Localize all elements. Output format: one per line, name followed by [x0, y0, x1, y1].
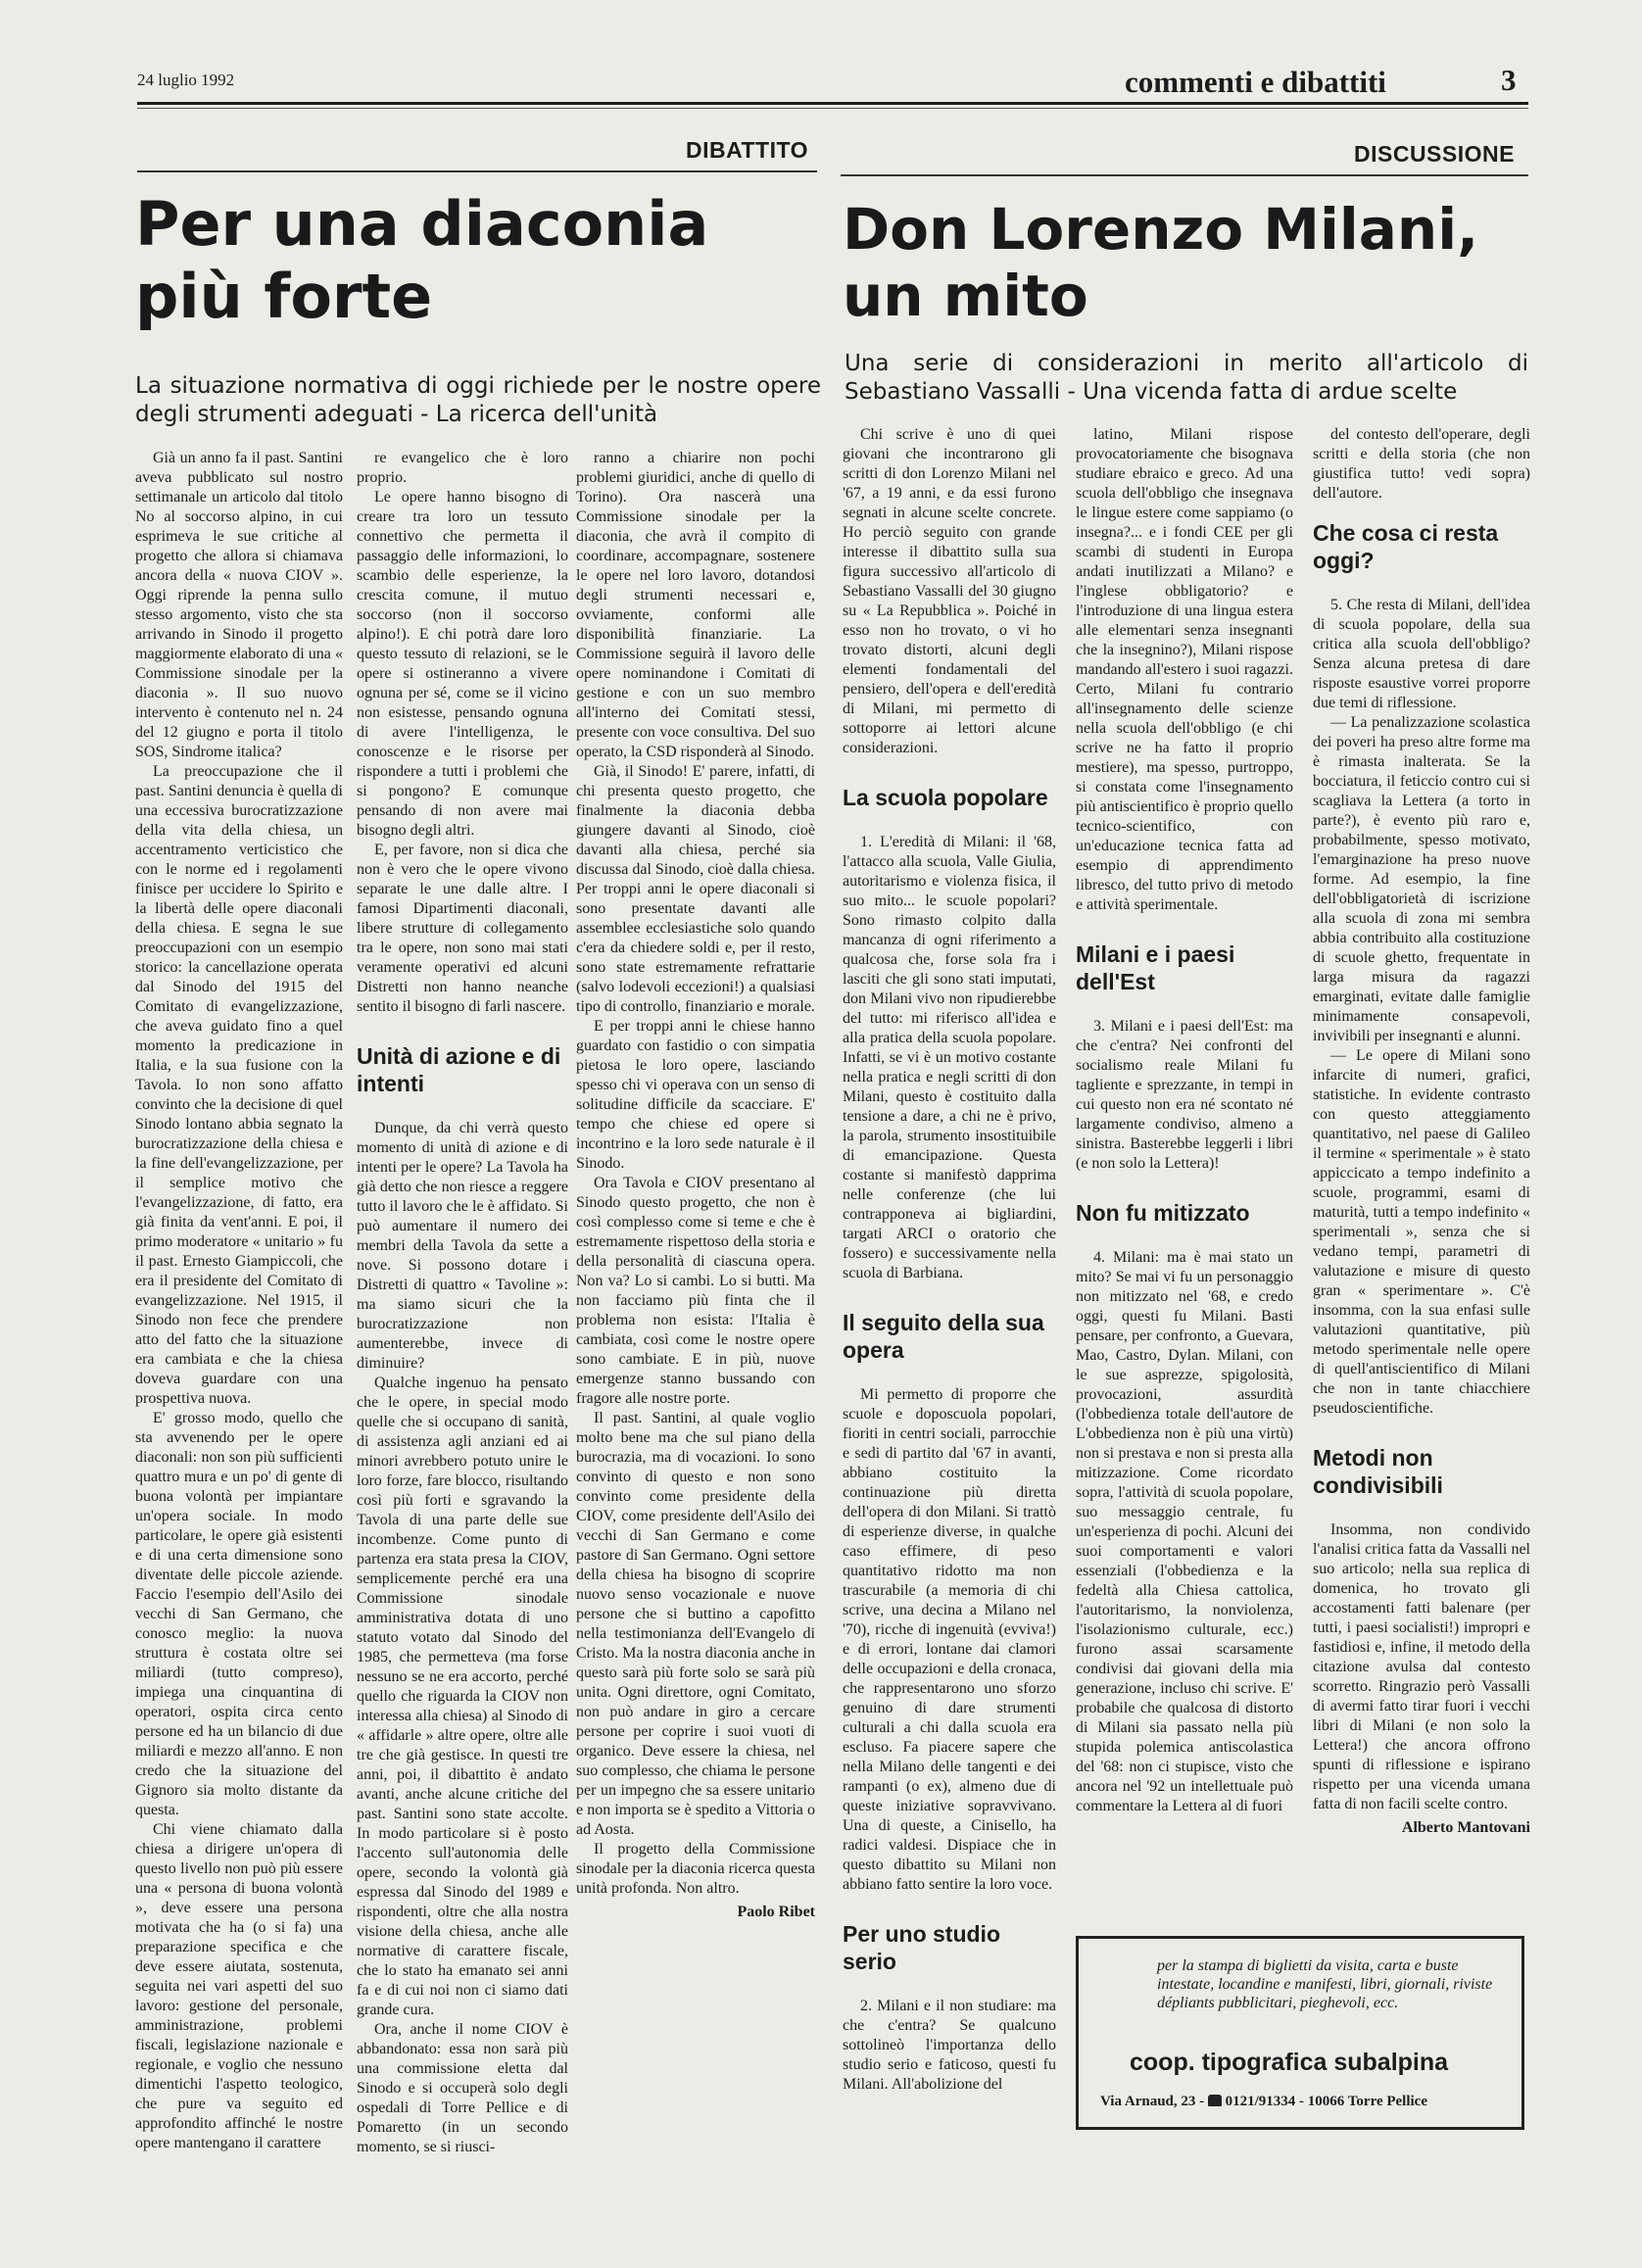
right-subtitle: Una serie di considerazioni in merito all'articolo di Sebastiano Vassalli - Una vicenda fatta di ardue scelte — [845, 351, 1528, 405]
paragraph: Chi scrive è uno di quei giovani che incontrarono gli scritti di don Lorenzo Milani nel '67, a 19 anni, e da essi furono segnati in alcune scelte concrete. Ho perciò seguito con grande interesse il dibattito sulla sua figura successivo all'articolo di Sebastiano Vassalli del 30 giugno su « La Repubblica ». Poiché in esso non ho trovato, o vi ho trovato distorti, alcuni degli elementi fondamentali del pensiero, dell'opera e dell'eredità di Milani, mi permetto di sottoporre ai lettori alcune considerazioni. — [843, 426, 1056, 756]
left-column-2-part-b — [357, 1119, 568, 2157]
subheading-metodi: Metodi non condivisibili — [1313, 1445, 1443, 1498]
paragraph: Il past. Santini, al quale voglio molto bene ma che sul piano della burocrazia, ma di vocazioni. Io sono convinto di questo e non sono convinto come presidente della CIOV, come presidente dell'Asilo dei vecchi di San Germano e come pastore di San Germano. Ogni settore della chiesa ha bisogno di scoprire nuovo senso vocazionale e nuove persone che si buttino a capofitto nella testimonianza dell'Evangelo di Cristo. Ma la nostra diaconia anche in questo sarà più forte solo se sarà più unita. Ogni direttore, ogni Comitato, non può andare in giro a cercare persone per coprire i suoi vuoti di organico. Deve essere la chiesa, nel suo complesso, che chiama le persone per un impegno che sa essere unitario e non importa se è spedito a Vittoria o ad Aosta. — [576, 1410, 815, 1838]
paragraph: Il progetto della Commissione sinodale per la diaconia ricerca questa unità profonda. Non altro. — [576, 1841, 815, 1897]
ad-address-line — [1100, 2094, 1427, 2110]
paragraph: Dunque, da chi verrà questo momento di unità di azione e di intenti per le opere? La Tavola ha già detto che non riesce a reggere tutto il lavoro che le è affidato. Si può aumentare il numero dei membri della Tavola da sette a nove. Si possono dotare i Distretti di quattro « Tavoline »: ma siamo sicuri che la burocratizzazione non aumenterebbe, invece di diminuire? — [357, 1120, 568, 1372]
paragraph: 2. Milani e il non studiare: ma che c'entra? Se qualcuno sottolineò l'importanza dello studio serio e faticoso, questi fu Milani. All'abolizione del — [843, 1998, 1056, 2093]
issue-date: 24 luglio 1992 — [137, 71, 235, 89]
left-kicker-rule — [137, 170, 817, 172]
left-column-1 — [135, 449, 343, 2151]
print-shop-advertisement — [1076, 1936, 1524, 2130]
right-column-2-est — [1076, 1017, 1293, 1174]
paragraph: E per troppi anni le chiese hanno guardato con fastidio o con simpatia pietosa le loro opere, lasciando spesso chi vi operava con un senso di solitudine difficile da scacciare. E' tempo che chiese ed opere si incontrino e la loro sede naturale è il Sinodo. — [576, 1018, 815, 1172]
paragraph: E' grosso modo, quello che sta avvenendo per le opere diaconali: non son più sufficienti quattro mura e un po' di gente di buona volontà per impiantare un'opera sociale. In modo particolare, le opere già esistenti e di una certa dimensione sono diventate delle piccole aziende. Faccio l'esempio dell'Asilo dei vecchi di San Germano, che conosco meglio: la nuova struttura è costata oltre sei miliardi (tutto compreso), impiega una cinquantina di operatori, ospita circa cento persone ed ha un bilancio di due miliardi e mezzo all'anno. E non credo che la situazione del Gignoro sia molto distante da questa. — [135, 1410, 343, 1818]
paragraph: latino, Milani rispose provocatoriamente che bisognava studiare ebraico e greco. Ad una scuola dell'obbligo che insegnava le lingue estere come sappiamo (o insegna?... e i fondi CEE per gli scambi di studenti in Europa andati inutilizzati a Milano? e l'inglese obbligatorio? e l'introduzione di una lingua estera alle elementari senza insegnanti che la insegnino?), Milani rispose mandando all'estero i suoi ragazzi. Certo, Milani fu contrario all'insegnamento delle scienze nella scuola dell'obbligo (e chi scrive ne ha fatto il proprio mestiere), ma spesso, purtroppo, si constata come l'insegnamento più antiscientifico è proprio quello tecnico-scientifico, con un'educazione tecnica fatta ad esempio di apprendimento libresco, del tutto privo di metodo e attività sperimentale. — [1076, 426, 1293, 913]
left-column-2-part-a — [357, 449, 568, 1017]
paragraph: — La penalizzazione scolastica dei poveri ha preso altre forme ma è rimasta inalterata. Se la bocciatura, il feticcio contro cui si scagliava la Lettera (a torto in parte?), è evento più raro e, probabilmente, spesso motivato, l'emarginazione ha preso nuove forme. Ad esempio, la fine dell'obbligatorietà di iscrizione alla scuola di zona mi sembra abbia contribuito alla costituzione di scuole ghetto, frequentate in larga misura da ragazzi emarginati, evitate dalle famiglie minimamente consapevoli, invivibili per insegnanti e alunni. — [1313, 714, 1530, 1044]
left-column-2 — [357, 449, 568, 2155]
paragraph: Già un anno fa il past. Santini aveva pubblicato sul nostro settimanale un articolo dal titolo No al soccorso alpino, in cui esprimeva le sue critiche al progetto che allora si chiamava ancora della « nuova CIOV ». Oggi riprende la penna sullo stesso argomento, visto che sta arrivando in Sinodo il progetto maggiormente elaborato di una « Commissione sinodale per la diaconia ». Il suo nuovo intervento è contenuto nel n. 24 del 12 giugno e porta il titolo SOS, Sindrome italica? — [135, 450, 343, 760]
right-column-2-intro — [1076, 425, 1293, 915]
right-signature: Alberto Mantovani — [1401, 1819, 1530, 1836]
subheading-resta-oggi: Che cosa ci resta oggi? — [1313, 520, 1499, 573]
right-headline: Don Lorenzo Milani, un mito — [843, 196, 1479, 329]
paragraph: 4. Milani: ma è mai stato un mito? Se mai vi fu un personaggio non mitizzato nel '68, e credo oggi, questi fu Milani. Basti pensare, per confronto, a Guevara, Mao, Castro, Dylan. Milani, con le sue asprezze, spigolosità, provocazioni, assurdità (l'obbedienza totale dell'autore de L'obbedienza non è più una virtù) non si prestava e non si presta alla mitizzazione. Come ricordato sopra, l'attività di scuola popolare, suo messaggio centrale, fu un'esperienza di pochi. Alcuni dei suoi comportamenti e valori essenziali (l'obbedienza e la fedeltà alla Chiesa cattolica, l'autoritarismo, la nonviolenza, l'isolazionismo culturale, ecc.) furono assai scarsamente condivisi dai giovani della mia generazione, incluso chi scrive. E' probabile che qualcosa di distorto di Milani sia passato nella più stupida polemica antiscolastica del '68: non ci stupisce, visto che ancora nel '92 un intellettuale può commentare la Lettera al di fuori — [1076, 1249, 1293, 1814]
ad-services-text: per la stampa di biglietti da visita, carta e buste intestate, locandine e manifesti, libri, giornali, riviste dépliants pubblicitari, pieghevoli, ecc. — [1157, 1957, 1493, 2011]
subheading-scuola-popolare: La scuola popolare — [843, 785, 1048, 810]
left-headline: Per una diaconia più forte — [135, 188, 709, 332]
ad-company-name: coop. tipografica subalpina — [1130, 2049, 1449, 2076]
paragraph: Qualche ingenuo ha pensato che le opere, in special modo quelle che si occupano di sanità, di assistenza agli anziani ed ai minori avrebbero potuto unire le loro forze, fare blocco, risultando così più forti e sgravando la Tavola di una parte delle sue incombenze. Come punto di partenza era stata presa la CIOV, semplicemente perché era una Commissione sinodale amministrativa dotata di uno statuto votato dal Sinodo del 1985, che permetteva (ma forse nessuno se ne era accorto, perché quello che riguarda la CIOV non interessa alla chiesa) al Sinodo di « affidarle » altre opere, oltre alle tre che già gestisce. In questi tre anni, poi, il dibattito è andato avanti, anche alcune critiche del past. Santini sono state accolte. In modo particolare si è posto l'accento sull'autonomia delle opere, secondo la volontà già espressa dal Sinodo del 1989 e rispondenti, oltre che alla nostra visione della chiesa, anche alle normative di carattere fiscale, che lo stato ha emanato sei anni fa e di cui noi non ci siamo dati grande cura. — [357, 1375, 568, 2018]
right-column-3-intro — [1313, 425, 1530, 504]
right-column-1-scuola — [843, 833, 1056, 1283]
subheading-seguito: Il seguito della sua opera — [843, 1310, 1044, 1363]
ad-phone: 0121/91334 - 10066 Torre Pellice — [1225, 2094, 1428, 2109]
right-column-2 — [1076, 425, 1293, 1895]
left-column-3-text — [576, 449, 815, 1899]
paragraph: Ora Tavola e CIOV presentano al Sinodo questo progetto, che non è così complesso come si teme e che è estremamente rispettoso della storia e della personalità di ciascuna opera. Non va? Lo si cambi. Lo si butti. Ma non facciamo più finta che il problema non esista: l'Italia è cambiata, così come le nostre opere sono cambiate. E in più, nuove emergenze stanno bussando con fragore alle nostre porte. — [576, 1175, 815, 1407]
left-signature: Paolo Ribet — [737, 1904, 815, 1920]
masthead-rule-thin — [137, 108, 1528, 109]
right-kicker-rule — [841, 174, 1528, 176]
right-column-1 — [843, 425, 1056, 2130]
page-number: 3 — [1501, 63, 1517, 97]
paragraph: Chi viene chiamato dalla chiesa a dirigere un'opera di questo livello non può più essere una « persona di buona volontà », deve essere una persona motivata che ha (o si fa) una preparazione specifica e che deve essere aiutata, sostenuta, seguita nei vari aspetti del suo lavoro: gestione del personale, amministrazione, problemi fiscali, legislazione nazionale e regionale, e voglio che nessuno dimentichi l'aspetto teologico, che pure va seguito ed approfondito affinché le nostre opere mantengano il carattere — [135, 1821, 343, 2151]
right-column-3-metodi — [1313, 1520, 1530, 1814]
paragraph: — Le opere di Milani sono infarcite di numeri, grafici, statistiche. In evidente contrasto con questo atteggiamento quantitativo, nel paese di Galileo il termine « sperimentale » è stato appiccicato a tempo indefinito a scuole, programmi, esami di maturità, tutti a tempo indefinito « sperimentali », senza che si vedano tempi, parametri di valutazione e misure di questo gran « sperimentare ». C'è insomma, con la sua enfasi sulle valutazioni quantitative, più metodo sperimentale nelle opere di quell'antiscientifico di Milani che non in tante chiacchiere pseudoscientifiche. — [1313, 1047, 1530, 1417]
paragraph: del contesto dell'operare, degli scritti e della storia (che non giustifica tutto! vedi sopra) dell'autore. — [1313, 426, 1530, 502]
right-column-1-seguito — [843, 1385, 1056, 1895]
subheading-paesi-est: Milani e i paesi dell'Est — [1076, 941, 1235, 994]
paragraph: La preoccupazione che il past. Santini denuncia è quella di una eccessiva burocratizzazione della vita della chiesa, un accentramento verticistico che con le norme ed i regolamenti finisce per uccidere lo Spirito e la libertà delle opere diaconali della chiesa. E segna le sue preoccupazioni con un esempio storico: la cancellazione operata dal Sinodo del 1915 del Comitato di evangelizzazione, che aveva guidato fino a quel momento la predicazione in Italia, e la sua fusione con la Tavola. Io non sono affatto convinto che la decisione di quel Sinodo lontano abbia segnato la burocratizzazione della chiesa e la fine dell'evangelizzazione, per il semplice motivo che l'evangelizzazione, di fatto, era già finita da vent'anni. E poi, il primo moderatore « unitario » fu il past. Ernesto Giampiccoli, che era il presidente del Comitato di evangelizzazione. Nel 1915, il Sinodo non fece che prendere atto del fatto che la situazione era cambiata e che la chiesa doveva guardare con una prospettiva nuova. — [135, 763, 343, 1407]
paragraph: 3. Milani e i paesi dell'Est: ma che c'entra? Nei confronti del socialismo reale Milani fu tagliente e sprezzante, in tempi in cui questo non era né scontato né largamente condiviso, almeno a sinistra. Basterebbe leggerli i libri (e non solo la Lettera)! — [1076, 1018, 1293, 1172]
paragraph: E, per favore, non si dica che non è vero che le opere vivono separate le une dalle altre. I famosi Dipartimenti diaconali, libere strutture di collegamento tra le opere, non sono mai stati veramente operativi ed alcuni Distretti non hanno neanche sentito il bisogno di farli nascere. — [357, 842, 568, 1015]
right-column-3-resta — [1313, 596, 1530, 1419]
paragraph: Mi permetto di proporre che scuole e doposcuola popolari, fioriti in centri sociali, parrocchie e sedi di partito dal '67 in avanti, abbiano costituito la continuazione più diretta dell'opera di don Milani. Si trattò di esperienze diverse, in qualche caso effimere, di peso quantitativo ridotto ma non trascurabile (a memoria di chi scrive, una decina a Milano nel '70), ricche di ingenuità (evviva!) e di errori, lontane dai clamori delle occupazioni e della cronaca, che rappresentarono uno sforzo genuino di dare strumenti culturali a chi dalla scuola era escluso. Fa piacere sapere che nella Milano delle tangenti e dei rampanti (o ex), almeno due di queste iniziative sopravvivano. Una di queste, a Cinisello, ha radici valdesi. Dispiace che in questo dibattito su Milani non abbiano fatto sentire la loro voce. — [843, 1386, 1056, 1893]
ad-address: Via Arnaud, 23 - — [1100, 2094, 1208, 2109]
subheading-unita: Unità di azione e di intenti — [357, 1043, 561, 1096]
right-column-2-mitizzato — [1076, 1248, 1293, 1816]
subheading-mitizzato: Non fu mitizzato — [1076, 1200, 1250, 1226]
paragraph: re evangelico che è loro proprio. — [357, 450, 568, 486]
paragraph: 1. L'eredità di Milani: il '68, l'attacco alla scuola, Valle Giulia, autoritarismo e violenza fisica, il suo mito... le scuole popolari? Sono rimasto colpito dalla mancanza di ogni riferimento a qualcosa che, forse sola fra i lasciti che gli sono stati imputati, don Milani vivo non ripudierebbe del tutto: mi riferisco all'idea e alla pratica della scuola popolare. Infatti, se vi è un motivo costante nella pratica e negli scritti di don Milani, questo è costituito dalla tensione a dare, a chi ne è privo, la parola, strumento insostituibile di emancipazione. Questa costante si manifestò dapprima nelle conferenze (che lui contrapponeva ai bigliardini, targati ARCI o oratorio che fossero) e successivamente nella scuola di Barbiana. — [843, 834, 1056, 1281]
masthead-rule — [137, 102, 1528, 105]
paragraph: Insomma, non condivido l'analisi critica fatta da Vassalli nel suo articolo; nella sua replica di domenica, ho trovato gli accostamenti fatti balenare (per tutti, i paesi socialisti!) impropri e fastidiosi e, infine, il metodo della citazione avulsa dal contesto scorretto. Ringrazio però Vassalli di avermi fatto tirar fuori i vecchi libri di Milani (e non solo la Lettera!) che ancora offrono spunti di riflessione e ispirano rispetto per una vicenda umana fatta di non facili scelte contro. — [1313, 1521, 1530, 1812]
paragraph: Ora, anche il nome CIOV è abbandonato: essa non sarà più una commissione eletta dal Sinodo e si occuperà solo degli ospedali di Torre Pellice e di Pomaretto (in un secondo momento, se si riusci- — [357, 2021, 568, 2155]
right-column-1-intro — [843, 425, 1056, 758]
right-column-1-studio — [843, 1997, 1056, 2095]
paragraph: 5. Che resta di Milani, dell'idea di scuola popolare, della sua critica alla scuola dell'obbligo? Senza alcuna pretesa di dare risposte esaustive vorrei proporre due temi di riflessione. — [1313, 597, 1530, 711]
left-kicker: DIBATTITO — [686, 137, 809, 163]
section-title: commenti e dibattiti — [1125, 65, 1386, 99]
right-column-3 — [1313, 425, 1530, 1895]
paragraph: Già, il Sinodo! E' parere, infatti, di chi presenta questo progetto, che finalmente la diaconia debba giungere davanti al Sinodo, cioè davanti alla chiesa, perché sia discussa dal Sinodo, cioè dalla chiesa. Per troppi anni le opere diaconali si sono presentate davanti alle assemblee ecclesiastiche solo quando c'era da chiedere soldi e, per il resto, sono state estremamente refrattarie (salvo lodevoli eccezioni!) a qualsiasi tipo di controllo, finanziario e morale. — [576, 763, 815, 1015]
right-kicker: DISCUSSIONE — [1354, 141, 1515, 167]
paragraph: Le opere hanno bisogno di creare tra loro un tessuto connettivo che permetta il passaggio delle informazioni, lo scambio delle esperienze, la crescita comune, il mutuo soccorso (non il soccorso alpino!). E chi potrà dare loro questo tessuto di relazioni, se le opere si ostineranno a vivere ognuna per sé, come se il vicino non esistesse, pensando ognuna di avere l'intelligenza, le conoscenze e le risorse per rispondere a tutti i problemi che si pongono? E comunque pensando di non avere mai bisogno degli altri. — [357, 489, 568, 839]
left-column-3 — [576, 449, 815, 2134]
telephone-icon — [1208, 2095, 1222, 2106]
subheading-studio-serio: Per uno studio serio — [843, 1921, 1000, 1974]
paragraph: ranno a chiarire non pochi problemi giuridici, anche di quello di Torino). Ora nascerà una Commissione sinodale per la diaconia, che avrà il compito di coordinare, accompagnare, sostenere le opere nel loro lavoro, dotandosi degli strumenti necessari e, ovviamente, conformi alle disponibilità finanziarie. La Commissione seguirà il lavoro delle opere nominandone i Comitati di gestione e con un suo membro all'interno dei Comitati stessi, presente con voce consultiva. Del suo operato, la CSD risponderà al Sinodo. — [576, 450, 815, 760]
left-subtitle: La situazione normativa di oggi richiede per le nostre opere degli strumenti adeguati - La ricerca dell'unità — [135, 373, 821, 427]
